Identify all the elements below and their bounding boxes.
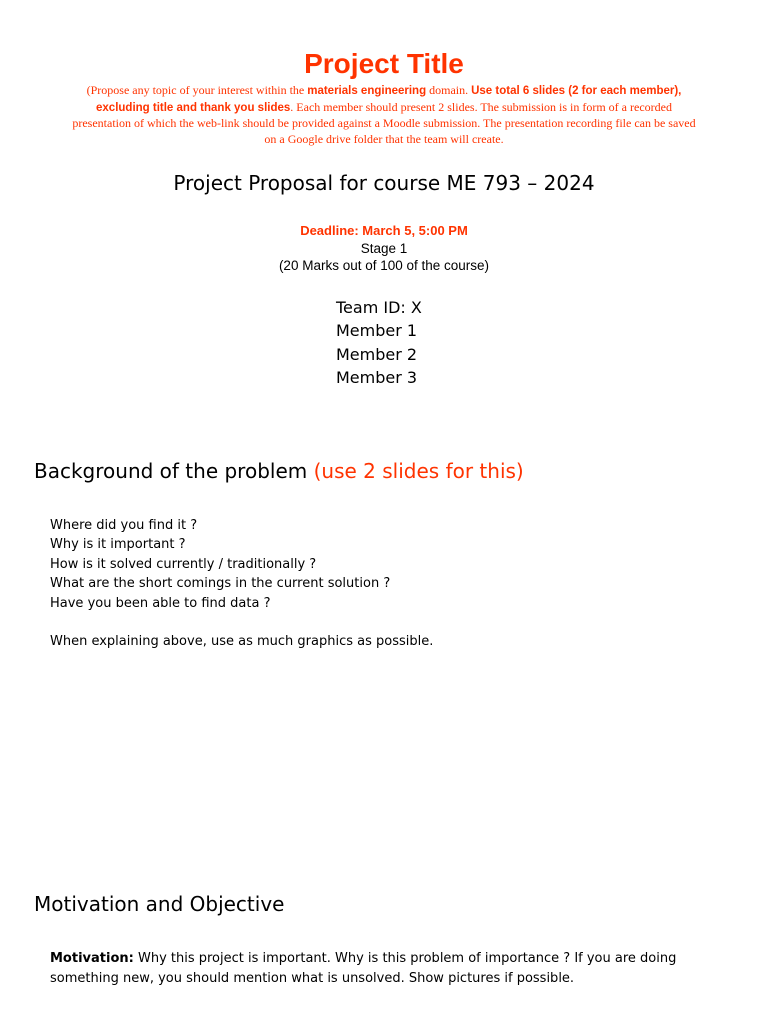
intro-text-1: (Propose any topic of your interest within the xyxy=(86,83,308,97)
intro-bold-slides: Use total 6 slides (2 for each member), excluding title and thank you slides xyxy=(96,85,682,114)
question-item: Have you been able to find data ? xyxy=(50,595,271,611)
team-member: Member 3 xyxy=(336,367,418,387)
deadline-text: Deadline: March 5, 5:00 PM xyxy=(300,223,468,238)
team-member: Member 2 xyxy=(336,344,418,364)
stage-text: Stage 1 xyxy=(360,241,408,256)
question-item: How is it solved currently / traditionally ? xyxy=(50,556,317,572)
motivation-label: Motivation: xyxy=(50,951,134,966)
graphics-instruction: When explaining above, use as much graphics as possible. xyxy=(50,634,434,649)
question-item: Why is it important ? xyxy=(50,537,186,553)
background-heading-note: (use 2 slides for this) xyxy=(313,459,524,483)
intro-bold-domain: materials engineering xyxy=(307,85,427,97)
project-title: Project Title xyxy=(304,48,464,79)
motivation-text: Why this project is important. Why is this problem of importance ? If you are doing something new, you should mention what is unsolved. Show pictures if possible. xyxy=(50,951,677,986)
team-block xyxy=(336,296,422,389)
team-member: Member 1 xyxy=(336,321,418,341)
team-id: Team ID: X xyxy=(336,298,422,317)
question-item: What are the short comings in the current solution ? xyxy=(50,576,391,592)
marks-text: (20 Marks out of 100 of the course) xyxy=(278,258,490,273)
background-heading-text: Background of the problem xyxy=(34,459,314,483)
proposal-heading: Project Proposal for course ME 793 – 2024 xyxy=(173,171,595,195)
question-item: Where did you find it ? xyxy=(50,518,198,533)
intro-paragraph xyxy=(70,83,698,147)
intro-text-2: domain. xyxy=(426,83,472,97)
intro-text-3: . Each member should present 2 slides. The submission is in form of a recorded presentation of which the web-link should be provided against a Moodle submission. The presentation recording file can be saved on a Google drive folder that the team will create. xyxy=(72,99,696,146)
motivation-heading: Motivation and Objective xyxy=(34,892,285,916)
background-questions xyxy=(50,516,390,613)
motivation-paragraph xyxy=(50,949,710,988)
background-heading xyxy=(34,456,524,486)
